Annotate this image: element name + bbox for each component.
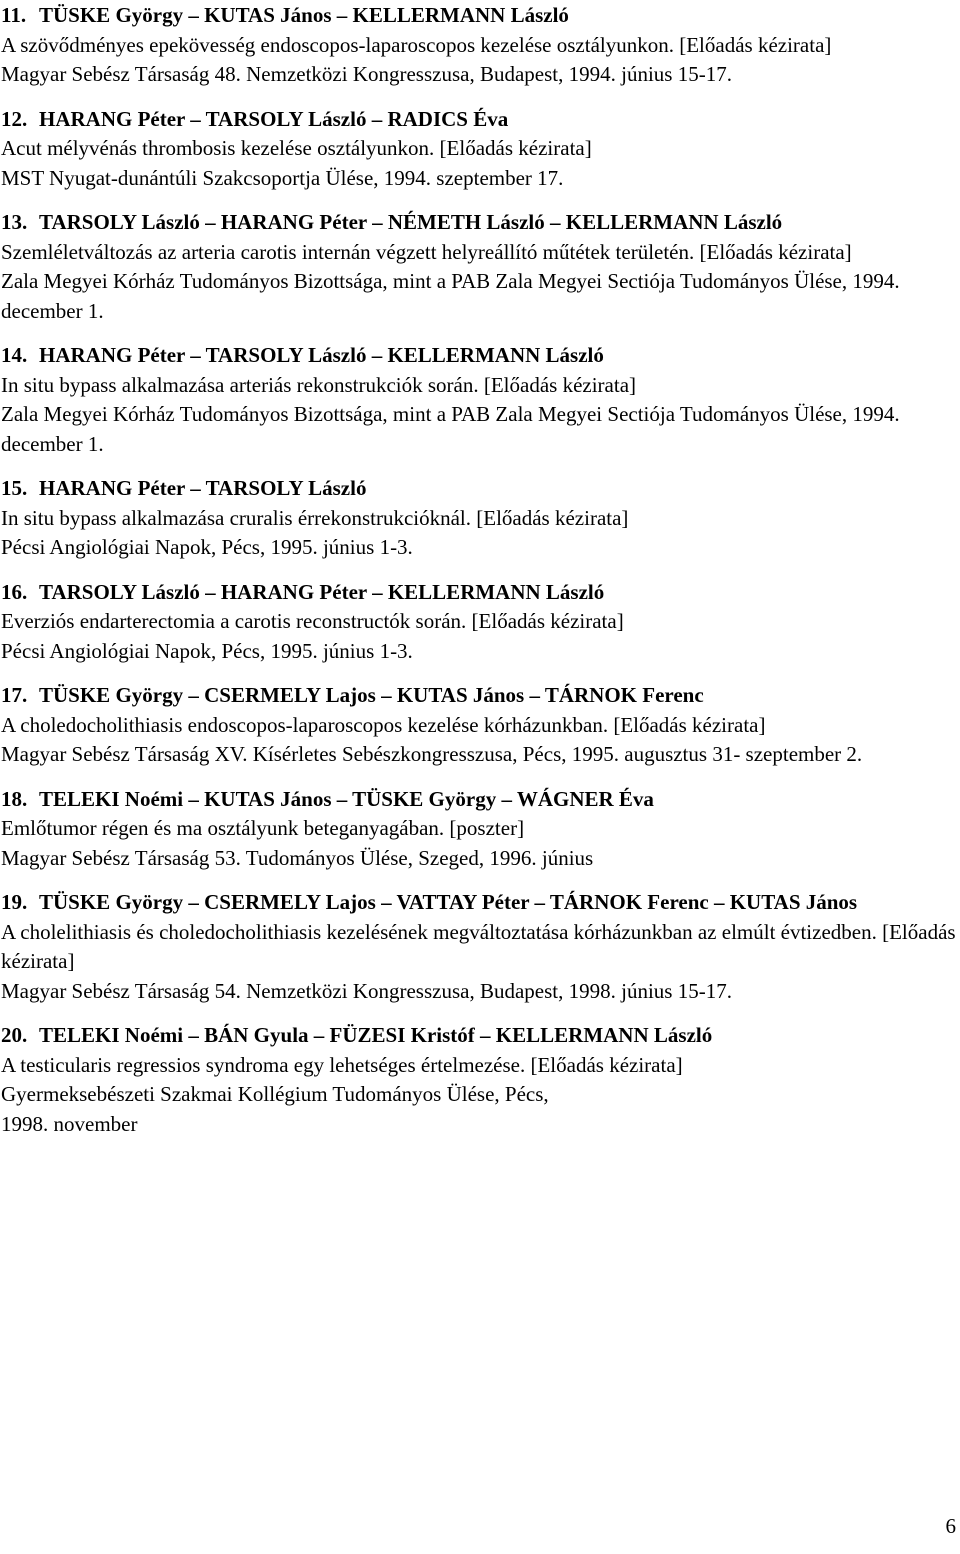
entry-venue: MST Nyugat-dunántúli Szakcsoportja Ülése, 1994. szeptember 17. — [1, 165, 564, 190]
list-item — [1, 785, 957, 874]
entry-number: 19. — [1, 890, 28, 914]
entry-title: A choledocholithiasis endoscopos-laparoscopos kezelése kórházunkban. [Előadás kézirata] — [1, 712, 766, 737]
authors-text: TARSOLY László – HARANG Péter – KELLERMANN László — [39, 579, 605, 604]
list-item — [1, 105, 957, 194]
entry-number: 12. — [1, 106, 28, 131]
entry-number: 13. — [1, 210, 28, 234]
entry-authors — [1, 888, 957, 918]
list-item — [1, 1021, 957, 1139]
entry-venue: Magyar Sebész Társaság 54. Nemzetközi Kongresszusa, Budapest, 1998. június 15-17. — [1, 978, 732, 1003]
entry-number: 17. — [1, 683, 28, 707]
list-item — [1, 578, 957, 667]
entry-venue-line: 1998. november — [1, 1111, 138, 1136]
entry-venue: Zala Megyei Kórház Tudományos Bizottsága, mint a PAB Zala Megyei Sectiója Tudományos Ülése, 1994. december 1. — [1, 269, 900, 323]
entry-venue: Zala Megyei Kórház Tudományos Bizottsága, mint a PAB Zala Megyei Sectiója Tudományos Ülése, 1994. december 1. — [1, 402, 900, 456]
document-page — [1, 1, 957, 1154]
entry-title: A cholelithiasis és choledocholithiasis kezelésének megváltoztatása kórházunkban az elmúlt évtizedben. [Előadás kézirata] — [1, 919, 956, 973]
authors-text: HARANG Péter – TARSOLY László – RADICS Éva — [39, 106, 509, 131]
entry-number: 18. — [1, 786, 28, 811]
entry-title: In situ bypass alkalmazása cruralis érrekonstrukcióknál. [Előadás kézirata] — [1, 505, 629, 530]
list-item — [1, 208, 957, 326]
list-item — [1, 681, 957, 770]
authors-text: TELEKI Noémi – BÁN Gyula – FÜZESI Kristóf – KELLERMANN László — [39, 1023, 713, 1047]
page-number: 6 — [945, 1514, 956, 1538]
entry-title: A testicularis regressios syndroma egy lehetséges értelmezése. [Előadás kézirata] — [1, 1052, 683, 1077]
entry-title: In situ bypass alkalmazása arteriás rekonstrukciók során. [Előadás kézirata] — [1, 372, 637, 397]
authors-text: HARANG Péter – TARSOLY László — [39, 476, 367, 500]
entry-authors — [1, 1021, 957, 1051]
entry-venue: Pécsi Angiológiai Napok, Pécs, 1995. június 1-3. — [1, 535, 413, 559]
entry-authors — [1, 1, 957, 31]
entry-venue-line: Gyermeksebészeti Szakmai Kollégium Tudományos Ülése, Pécs, — [1, 1082, 549, 1106]
entry-number: 14. — [1, 343, 28, 367]
entry-title: Acut mélyvénás thrombosis kezelése osztályunkon. [Előadás kézirata] — [1, 136, 592, 160]
entry-number: 16. — [1, 579, 28, 604]
authors-text: TÜSKE György – CSERMELY Lajos – KUTAS János – TÁRNOK Ferenc — [39, 683, 704, 707]
entry-venue: Magyar Sebész Társaság 48. Nemzetközi Kongresszusa, Budapest, 1994. június 15-17. — [1, 62, 732, 86]
authors-text: TELEKI Noémi – KUTAS János – TÜSKE György – WÁGNER Éva — [39, 786, 654, 811]
entry-venue: Pécsi Angiológiai Napok, Pécs, 1995. június 1-3. — [1, 638, 413, 663]
entry-authors — [1, 474, 957, 504]
entry-venue: Magyar Sebész Társaság 53. Tudományos Ülése, Szeged, 1996. június — [1, 845, 594, 870]
entry-authors — [1, 341, 957, 371]
entry-venue: Magyar Sebész Társaság XV. Kísérletes Sebészkongresszusa, Pécs, 1995. augusztus 31- szeptember 2. — [1, 742, 863, 766]
entry-authors — [1, 681, 957, 711]
list-item — [1, 1, 957, 90]
entry-number: 15. — [1, 476, 28, 500]
entry-authors — [1, 105, 957, 135]
authors-text: TARSOLY László – HARANG Péter – NÉMETH László – KELLERMANN László — [39, 210, 783, 234]
authors-text: TÜSKE György – CSERMELY Lajos – VATTAY Péter – TÁRNOK Ferenc – KUTAS János — [39, 890, 858, 914]
entry-authors — [1, 208, 957, 238]
entry-title: Everziós endarterectomia a carotis reconstructók során. [Előadás kézirata] — [1, 609, 624, 633]
entry-authors — [1, 785, 957, 815]
entry-authors — [1, 578, 957, 608]
list-item — [1, 474, 957, 563]
entry-number: 20. — [1, 1023, 28, 1047]
authors-text: HARANG Péter – TARSOLY László – KELLERMANN László — [39, 343, 604, 367]
list-item — [1, 341, 957, 459]
entry-venue — [1, 1080, 957, 1139]
entry-title: Szemléletváltozás az arteria carotis internán végzett helyreállító műtétek területén. [Előadás kézirata] — [1, 239, 852, 264]
entry-number: 11. — [1, 3, 27, 27]
list-item — [1, 888, 957, 1006]
entry-title: Emlőtumor régen és ma osztályunk beteganyagában. [poszter] — [1, 816, 525, 840]
entry-title: A szövődményes epekövesség endoscopos-laparoscopos kezelése osztályunkon. [Előadás kézirata] — [1, 32, 832, 57]
authors-text: TÜSKE György – KUTAS János – KELLERMANN László — [39, 3, 569, 27]
